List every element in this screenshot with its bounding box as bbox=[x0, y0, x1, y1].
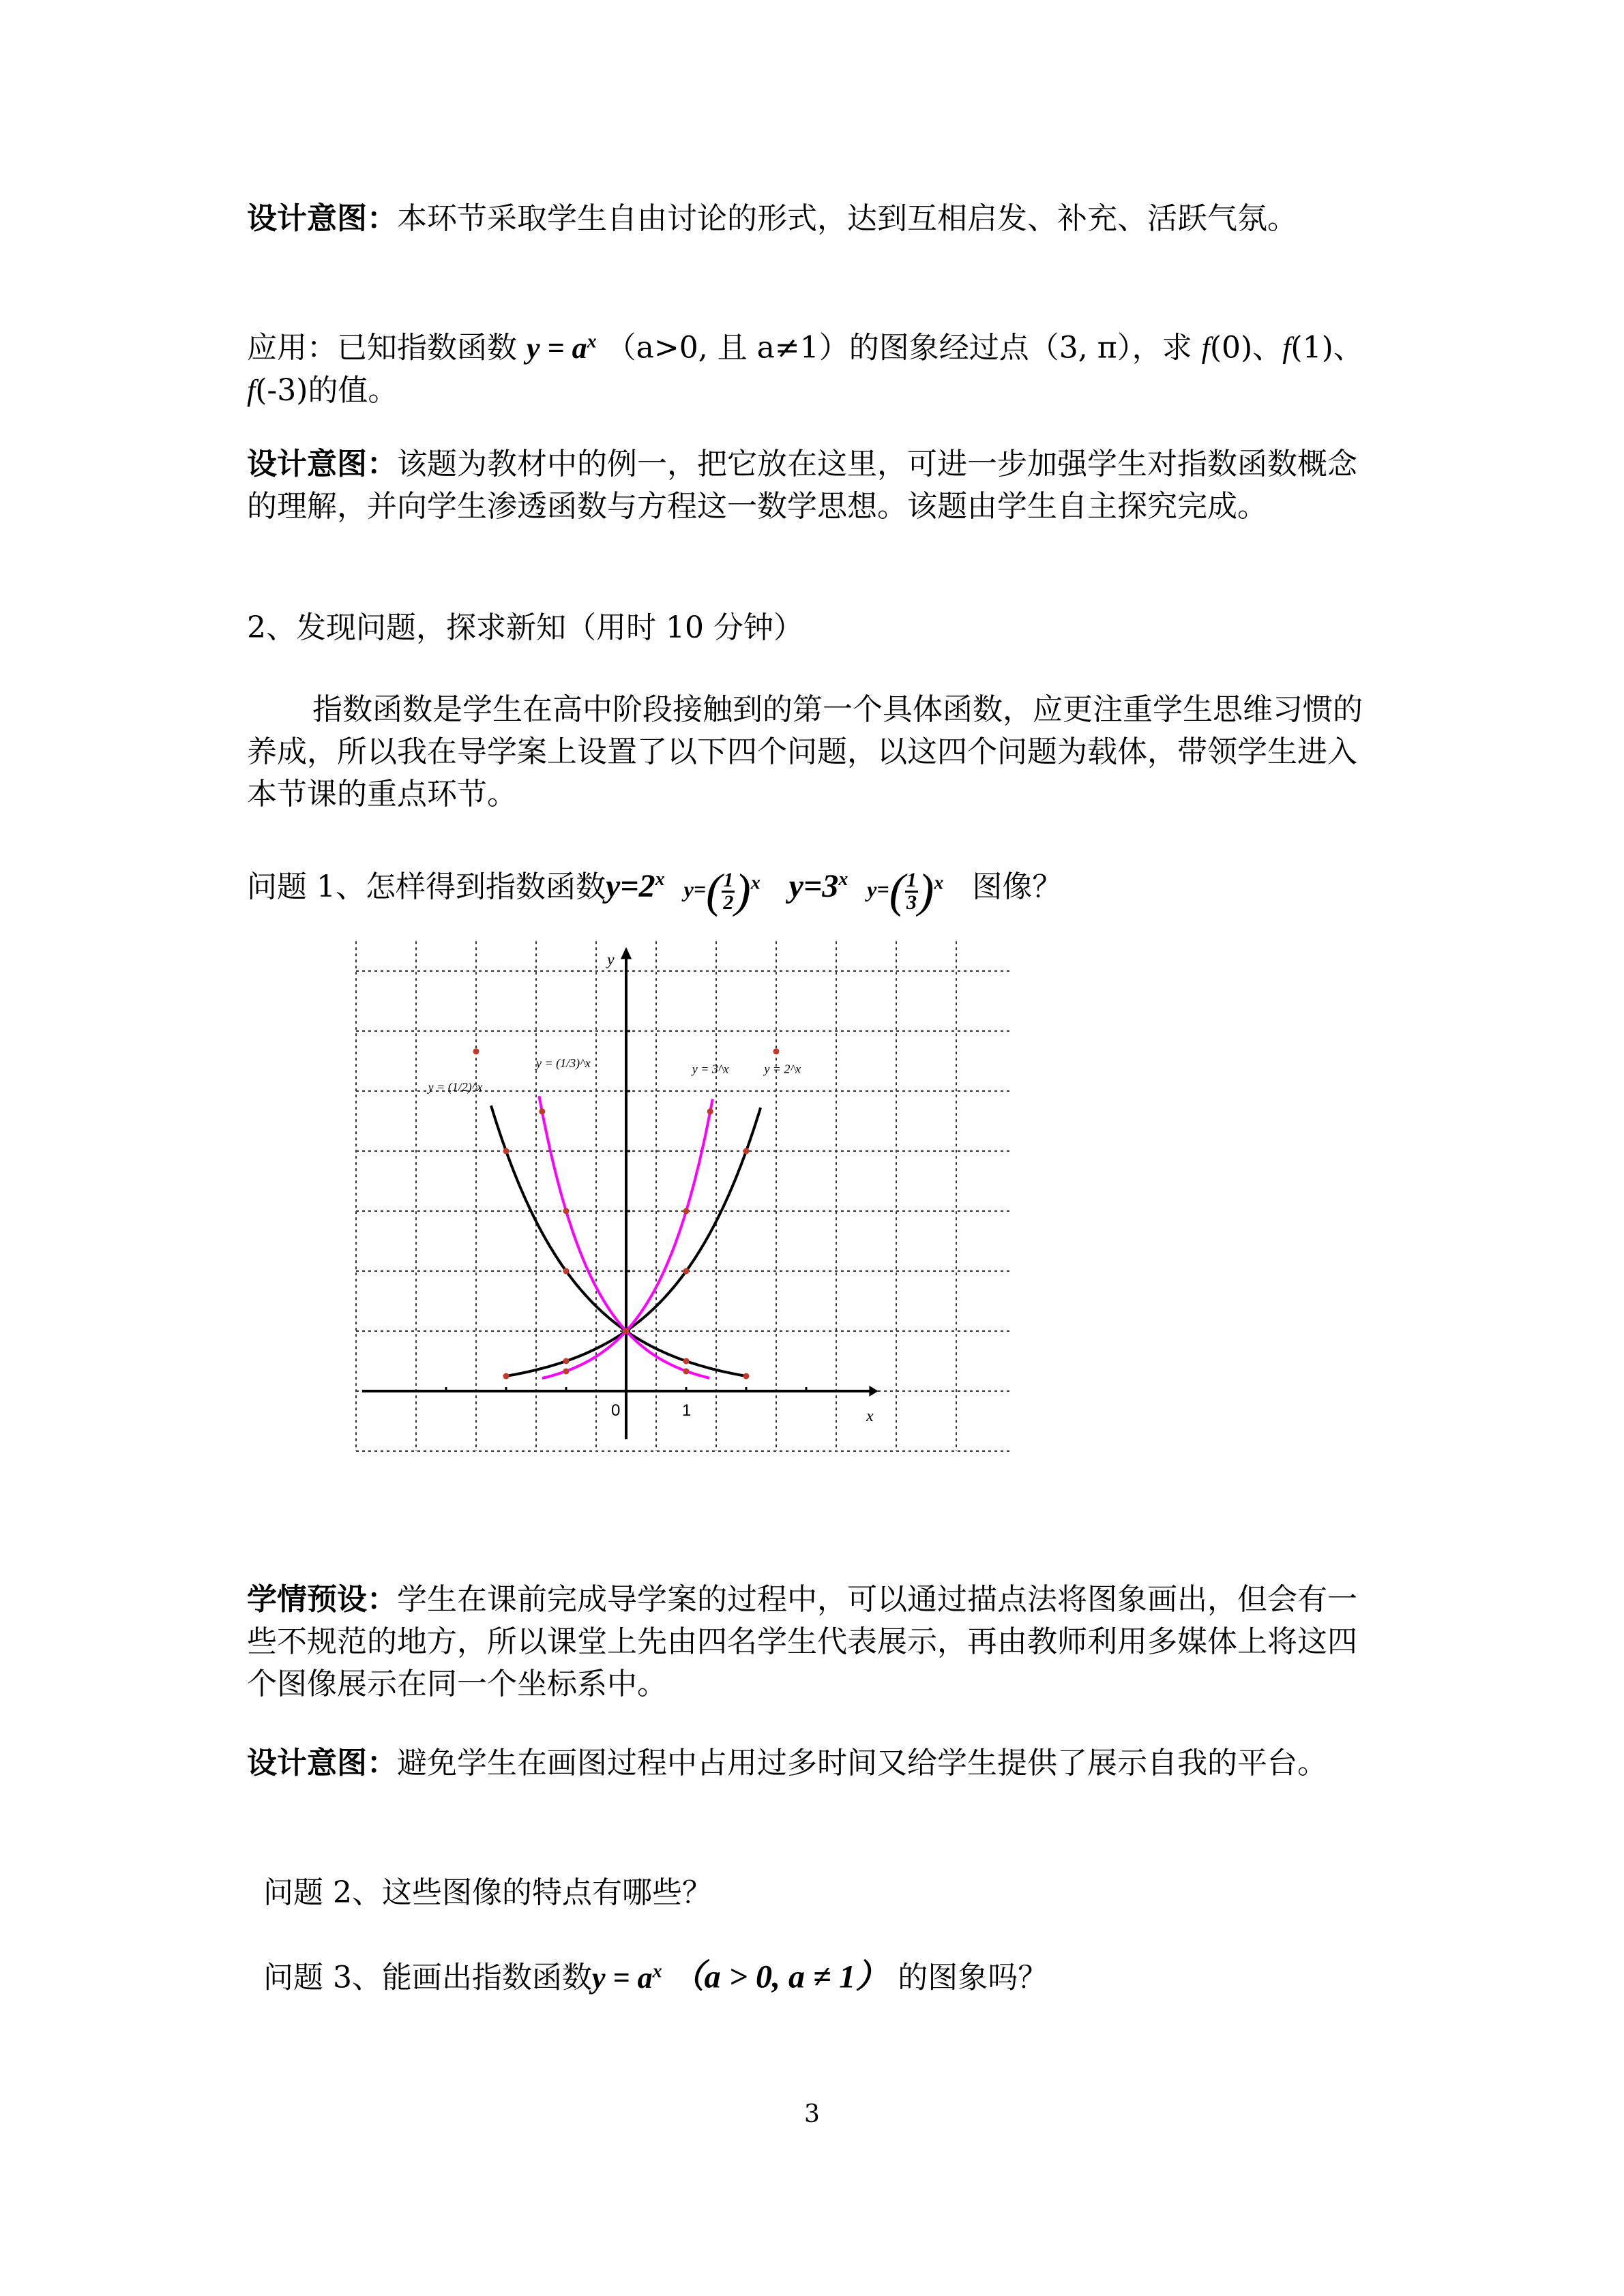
design-intent-paragraph-3 bbox=[247, 1742, 1365, 1785]
data-point bbox=[539, 1108, 545, 1114]
data-point bbox=[683, 1208, 690, 1214]
page-number: 3 bbox=[804, 2100, 820, 2128]
curve-3 bbox=[539, 1096, 709, 1378]
y-axis-arrow bbox=[621, 947, 632, 959]
y-axis-label: y bbox=[607, 951, 615, 970]
data-point bbox=[473, 1048, 479, 1054]
student-prediction-paragraph bbox=[247, 1579, 1365, 1705]
design-intent-paragraph-2 bbox=[247, 443, 1365, 528]
axes bbox=[362, 947, 879, 1440]
design-intent-paragraph-1 bbox=[247, 198, 1365, 240]
formula: $y = a^x$ bbox=[527, 331, 597, 365]
x-axis-arrow bbox=[869, 1386, 878, 1397]
curve-labels bbox=[427, 1056, 801, 1094]
formula-third-x: y=( $\frac{1}{3}$ )$^x$ bbox=[867, 865, 944, 918]
formula: $y = a^x$ bbox=[591, 1960, 662, 1995]
data-point bbox=[503, 1373, 510, 1380]
question-2: 问题 2、这些图像的特点有哪些？ bbox=[263, 1875, 712, 1910]
data-point bbox=[623, 1328, 630, 1335]
data-point bbox=[707, 1108, 713, 1114]
curve-label: y = (1/2)^x bbox=[428, 1080, 483, 1094]
intro-paragraph: 指数函数是学生在高中阶段接触到的第一个具体函数，应更注重学生思维习惯的养成，所以我在导学案上设置了以下四个问题，以这四个问题为载体，带领学生进入本节课的重点环节。 bbox=[247, 692, 1363, 811]
application-paragraph: 应用：已知指数函数 $y = a^x$ （a>0, 且 a≠1）的图象经过点（3, π），求 f(0)、f(1)、f(-3)的值。 bbox=[247, 330, 1363, 408]
data-point bbox=[563, 1268, 570, 1274]
data-point bbox=[743, 1148, 750, 1154]
label: 设计意图： bbox=[247, 201, 397, 236]
body-text: 该题为教材中的例一，把它放在这里，可进一步加强学生对指数函数概念的理解，并向学生渗透函数与方程这一数学思想。该题由学生自主探究完成。 bbox=[247, 447, 1357, 524]
body-text: 避免学生在画图过程中占用过多时间又给学生提供了展示自我的平台。 bbox=[397, 1746, 1327, 1780]
formula-3x: $y=3^x$ bbox=[788, 868, 848, 904]
data-point bbox=[563, 1358, 570, 1365]
grid bbox=[356, 941, 1009, 1451]
question-3: 问题 3、能画出指数函数$y = a^x$ （a > 0, a ≠ 1） 的图象吗？ bbox=[263, 1958, 1048, 1995]
exponential-graph bbox=[300, 941, 1009, 1500]
question-1: 问题 1、怎样得到指数函数$y=2^x$ y=( $\frac{1}{2}$ )$^x$ $y=3^x$ y=( $\frac{1}{3}$ )$^x$ 图像？ bbox=[247, 865, 1063, 918]
data-point bbox=[683, 1368, 690, 1374]
x-tick-label: 1 bbox=[682, 1401, 692, 1420]
formula-2x: $y=2^x$ bbox=[605, 868, 665, 904]
curve-label: y = (1/3)^x bbox=[536, 1056, 591, 1070]
label: 设计意图： bbox=[247, 447, 397, 481]
formula-half-x: y=( $\frac{1}{2}$ )$^x$ bbox=[683, 865, 761, 918]
x-axis-label: x bbox=[866, 1407, 874, 1425]
condition: （a > 0, a ≠ 1） bbox=[671, 1958, 889, 1995]
data-point bbox=[773, 1048, 780, 1054]
text: 应用：已知指数函数 bbox=[247, 330, 517, 366]
curve-label: y = 2^x bbox=[764, 1062, 801, 1076]
label: 设计意图： bbox=[247, 1746, 397, 1780]
label: 学情预设： bbox=[247, 1582, 397, 1617]
data-point bbox=[683, 1358, 690, 1365]
origin-label: 0 bbox=[611, 1401, 621, 1420]
body-text: 学生在课前完成导学案的过程中，可以通过描点法将图象画出，但会有一些不规范的地方，所以课堂上先由四名学生代表展示，再由教师利用多媒体上将这四个图像展示在同一个坐标系中。 bbox=[247, 1582, 1357, 1701]
text: （a>0, 且 a≠1）的图象经过点（3, π），求 bbox=[596, 330, 1202, 366]
curve-label: y = 3^x bbox=[692, 1062, 729, 1076]
body-text: 本环节采取学生自由讨论的形式，达到互相启发、补充、活跃气氛。 bbox=[397, 201, 1297, 236]
data-point bbox=[563, 1368, 570, 1374]
data-point bbox=[683, 1268, 690, 1274]
data-point bbox=[743, 1373, 750, 1380]
section-heading-2: 2、发现问题，探求新知（用时 10 分钟） bbox=[247, 610, 803, 645]
data-point bbox=[563, 1208, 570, 1214]
data-point bbox=[503, 1148, 510, 1154]
